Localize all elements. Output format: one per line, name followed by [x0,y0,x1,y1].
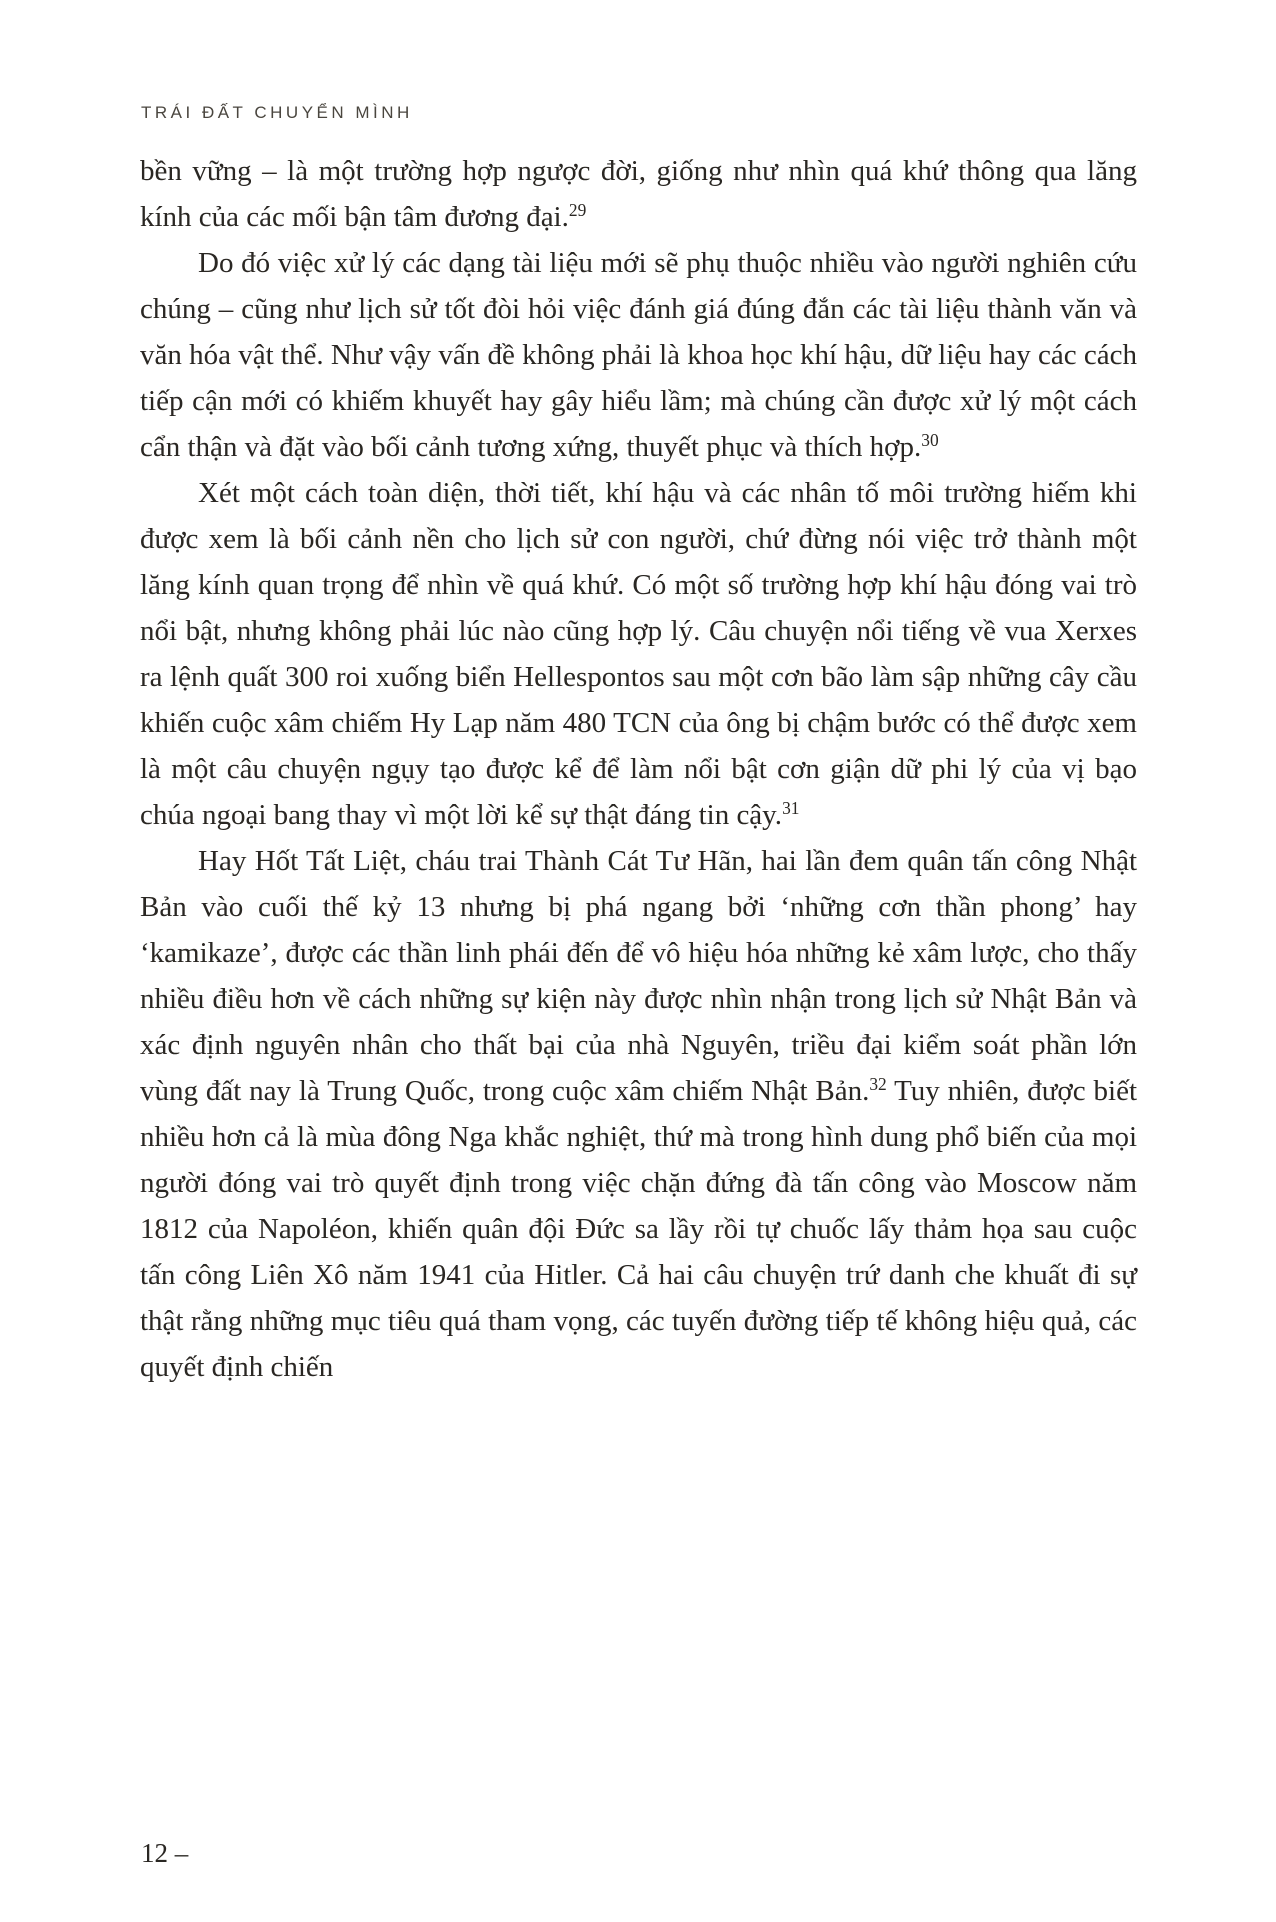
footnote-ref: 30 [921,430,939,451]
running-header: TRÁI ĐẤT CHUYỂN MÌNH [141,103,413,122]
paragraph-text: Hay Hốt Tất Liệt, cháu trai Thành Cát Tư Hãn, hai lần đem quân tấn công Nhật Bản vào cuối thế kỷ 13 nhưng bị phá ngang bởi ‘những cơn thần phong’ hay ‘kamikaze’, được các thần linh phái đến để vô hiệu hóa những kẻ xâm lược, cho thấy nhiều điều hơn về cách những sự kiện này được nhìn nhận trong lịch sử Nhật Bản và xác định nguyên nhân cho thất bại của nhà Nguyên, triều đại kiểm soát phần lớn vùng đất nay là Trung Quốc, trong cuộc xâm chiếm Nhật Bản. [140,845,1137,1107]
paragraph-text: Tuy nhiên, được biết nhiều hơn cả là mùa đông Nga khắc nghiệt, thứ mà trong hình dung phổ biến của mọi người đóng vai trò quyết định trong việc chặn đứng đà tấn công vào Moscow năm 1812 của Napoléon, khiến quân đội Đức sa lầy rồi tự chuốc lấy thảm họa sau cuộc tấn công Liên Xô năm 1941 của Hitler. Cả hai câu chuyện trứ danh che khuất đi sự thật rằng những mục tiêu quá tham vọng, các tuyến đường tiếp tế không hiệu quả, các quyết định chiến [140,1075,1137,1383]
body-text [140,148,1137,1390]
paragraph-1 [140,148,1137,240]
paragraph-3 [140,470,1137,838]
paragraph-2 [140,240,1137,470]
paragraph-text: bền vững – là một trường hợp ngược đời, giống như nhìn quá khứ thông qua lăng kính của các mối bận tâm đương đại. [140,155,1137,233]
footnote-ref: 31 [782,798,800,819]
paragraph-text: Do đó việc xử lý các dạng tài liệu mới sẽ phụ thuộc nhiều vào người nghiên cứu chúng – cũng như lịch sử tốt đòi hỏi việc đánh giá đúng đắn các tài liệu thành văn và văn hóa vật thể. Như vậy vấn đề không phải là khoa học khí hậu, dữ liệu hay các cách tiếp cận mới có khiếm khuyết hay gây hiểu lầm; mà chúng cần được xử lý một cách cẩn thận và đặt vào bối cảnh tương xứng, thuyết phục và thích hợp. [140,247,1137,463]
paragraph-4 [140,838,1137,1390]
page-footer [141,1838,188,1869]
paragraph-text: Xét một cách toàn diện, thời tiết, khí hậu và các nhân tố môi trường hiếm khi được xem là bối cảnh nền cho lịch sử con người, chứ đừng nói việc trở thành một lăng kính quan trọng để nhìn về quá khứ. Có một số trường hợp khí hậu đóng vai trò nổi bật, nhưng không phải lúc nào cũng hợp lý. Câu chuyện nổi tiếng về vua Xerxes ra lệnh quất 300 roi xuống biển Hellespontos sau một cơn bão làm sập những cây cầu khiến cuộc xâm chiếm Hy Lạp năm 480 TCN của ông bị chậm bước có thể được xem là một câu chuyện ngụy tạo được kể để làm nổi bật cơn giận dữ phi lý của vị bạo chúa ngoại bang thay vì một lời kể sự thật đáng tin cậy. [140,477,1137,831]
page-number: 12 – [141,1838,189,1868]
footnote-ref: 29 [568,200,587,221]
footnote-ref: 32 [869,1074,887,1095]
